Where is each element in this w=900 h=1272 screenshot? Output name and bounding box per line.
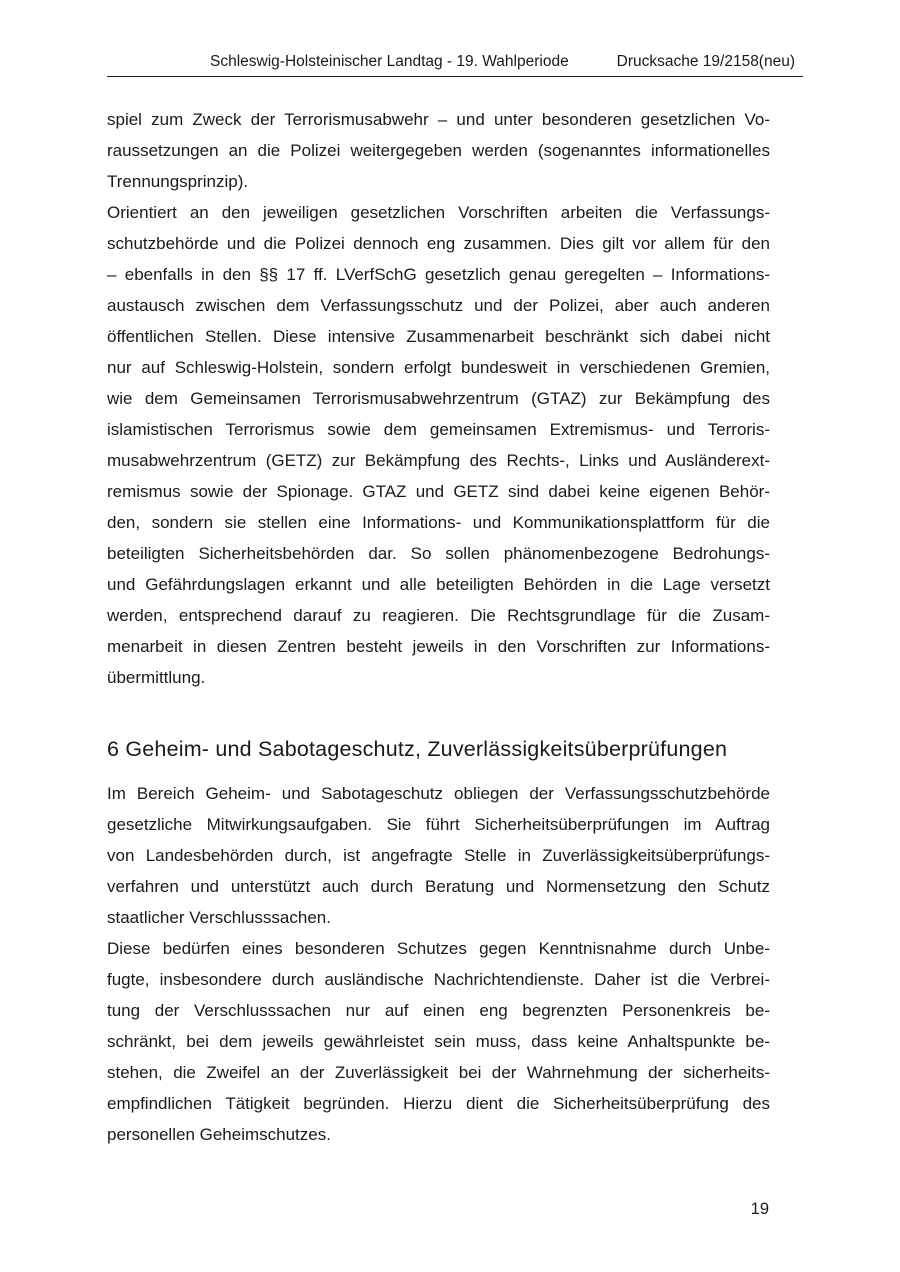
paragraph-line: spiel zum Zweck der Terrorismusabwehr – und unter besonderen gesetzlichen Vo- — [107, 110, 770, 129]
page-number: 19 — [750, 1200, 769, 1218]
paragraph-line: empfindlichen Tätigkeit begründen. Hierzu dient die Sicherheitsüberprüfung des — [107, 1094, 770, 1113]
paragraph-cooperation — [107, 197, 770, 693]
paragraph-line: und Gefährdungslagen erkannt und alle beteiligten Behörden in die Lage versetzt — [107, 575, 770, 594]
paragraph-secrecy-protection — [107, 778, 770, 933]
paragraph-line: Trennungsprinzip). — [107, 172, 249, 191]
paragraph-line: personellen Geheimschutzes. — [107, 1125, 331, 1144]
document-body — [107, 104, 770, 1150]
paragraph-line: staatlicher Verschlusssachen. — [107, 908, 331, 927]
paragraph-line: schutzbehörde und die Polizei dennoch eng zusammen. Dies gilt vor allem für den — [107, 234, 770, 253]
paragraph-line: musabwehrzentrum (GETZ) zur Bekämpfung des Rechts-, Links und Ausländerext- — [107, 451, 770, 470]
paragraph-line: Diese bedürfen eines besonderen Schutzes gegen Kenntnisnahme durch Unbe- — [107, 939, 770, 958]
paragraph-line: remismus sowie der Spionage. GTAZ und GETZ sind dabei keine eigenen Behör- — [107, 482, 770, 501]
paragraph-line: schränkt, bei dem jeweils gewährleistet sein muss, dass keine Anhaltspunkte be- — [107, 1032, 770, 1051]
header-title: Schleswig-Holsteinischer Landtag - 19. Wahlperiode — [210, 53, 569, 70]
paragraph-line: nur auf Schleswig-Holstein, sondern erfolgt bundesweit in verschiedenen Gremien, — [107, 358, 770, 377]
paragraph-line: den, sondern sie stellen eine Informations- und Kommunikationsplattform für die — [107, 513, 770, 532]
paragraph-line: tung der Verschlusssachen nur auf einen eng begrenzten Personenkreis be- — [107, 1001, 770, 1020]
paragraph-continuation — [107, 104, 770, 197]
paragraph-line: Orientiert an den jeweiligen gesetzlichen Vorschriften arbeiten die Verfassungs- — [107, 203, 770, 222]
paragraph-line: beteiligten Sicherheitsbehörden dar. So sollen phänomenbezogene Bedrohungs- — [107, 544, 770, 563]
paragraph-line: fugte, insbesondere durch ausländische Nachrichtendienste. Daher ist die Verbrei- — [107, 970, 770, 989]
section-heading: 6 Geheim- und Sabotageschutz, Zuverlässigkeitsüberprüfungen — [107, 737, 728, 761]
paragraph-line: öffentlichen Stellen. Diese intensive Zusammenarbeit beschränkt sich dabei nicht — [107, 327, 770, 346]
header-document-number: Drucksache 19/2158(neu) — [616, 53, 795, 70]
page-header — [107, 52, 803, 77]
paragraph-line: islamistischen Terrorismus sowie dem gemeinsamen Extremismus- und Terroris- — [107, 420, 770, 439]
paragraph-line: von Landesbehörden durch, ist angefragte Stelle in Zuverlässigkeitsüberprüfungs- — [107, 846, 770, 865]
paragraph-line: menarbeit in diesen Zentren besteht jeweils in den Vorschriften zur Informations- — [107, 637, 770, 656]
paragraph-line: werden, entsprechend darauf zu reagieren. Die Rechtsgrundlage für die Zusam- — [107, 606, 770, 625]
paragraph-classified-info — [107, 933, 770, 1150]
paragraph-line: Im Bereich Geheim- und Sabotageschutz obliegen der Verfassungsschutzbehörde — [107, 784, 770, 803]
paragraph-line: stehen, die Zweifel an der Zuverlässigkeit bei der Wahrnehmung der sicherheits- — [107, 1063, 770, 1082]
paragraph-line: übermittlung. — [107, 668, 206, 687]
paragraph-line: wie dem Gemeinsamen Terrorismusabwehrzentrum (GTAZ) zur Bekämpfung des — [107, 389, 770, 408]
paragraph-line: raussetzungen an die Polizei weitergegeben werden (sogenanntes informationelles — [107, 141, 770, 160]
paragraph-line: gesetzliche Mitwirkungsaufgaben. Sie führt Sicherheitsüberprüfungen im Auftrag — [107, 815, 770, 834]
paragraph-line: austausch zwischen dem Verfassungsschutz und der Polizei, aber auch anderen — [107, 296, 770, 315]
paragraph-line: verfahren und unterstützt auch durch Beratung und Normensetzung den Schutz — [107, 877, 770, 896]
paragraph-line: – ebenfalls in den §§ 17 ff. LVerfSchG gesetzlich genau geregelten – Informations- — [107, 265, 770, 284]
